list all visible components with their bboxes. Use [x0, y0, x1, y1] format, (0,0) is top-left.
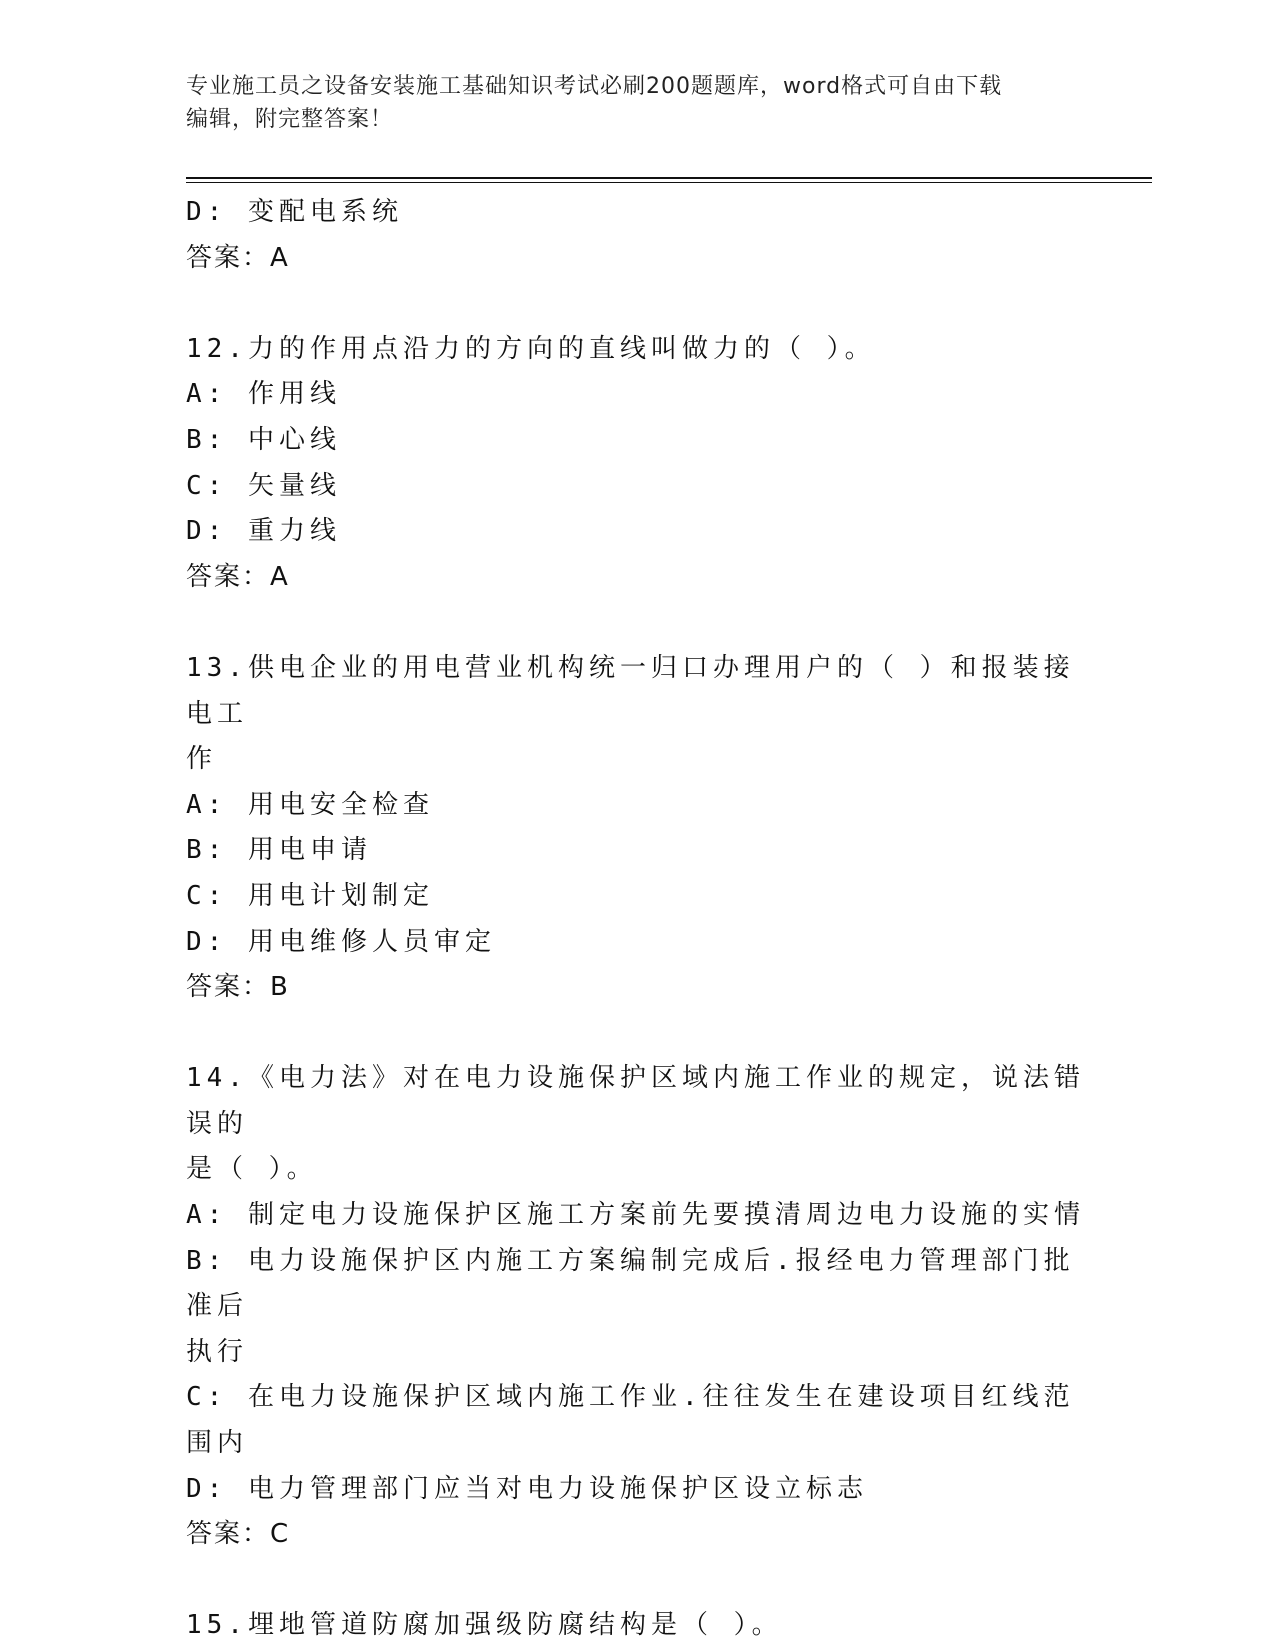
q14-stem-line1: 14.《电力法》对在电力设施保护区域内施工作业的规定，说法错误的 — [186, 1063, 1085, 1139]
q12-option-b: B: 中心线 — [186, 424, 341, 455]
document-header — [186, 70, 1066, 136]
q14-option-c: C: 在电力设施保护区域内施工作业.往往发生在建设项目红线范围内 — [186, 1382, 1075, 1459]
q14-option-b-line1: B: 电力设施保护区内施工方案编制完成后.报经电力管理部门批准后 — [186, 1245, 1075, 1322]
q12-option-c: C: 矢量线 — [186, 470, 341, 501]
q12-stem: 12.力的作用点沿力的方向的直线叫做力的（ ）。 — [186, 333, 876, 364]
q14-option-a: A: 制定电力设施保护区施工方案前先要摸清周边电力设施的实情 — [186, 1200, 1085, 1231]
header-divider-thin — [186, 182, 1152, 183]
q13-option-b: B: 用电申请 — [186, 835, 372, 866]
q14-answer: 答案：C — [186, 1519, 291, 1550]
q13-option-c: C: 用电计划制定 — [186, 880, 434, 911]
q12-option-d: D: 重力线 — [186, 516, 341, 547]
q13-stem-line2: 作 — [186, 744, 218, 775]
q14-option-d: D: 电力管理部门应当对电力设施保护区设立标志 — [186, 1473, 868, 1504]
spacer — [186, 281, 1086, 327]
header-divider-thick — [186, 177, 1152, 179]
q12-option-a: A: 作用线 — [186, 379, 341, 410]
spacer — [186, 600, 1086, 646]
q13-option-a: A: 用电安全检查 — [186, 789, 434, 820]
spacer — [186, 1558, 1086, 1604]
q13-answer: 答案：B — [186, 972, 290, 1003]
q12-answer: 答案：A — [186, 561, 290, 592]
prev-answer: 答案：A — [186, 242, 290, 273]
q13-stem-line1: 13.供电企业的用电营业机构统一归口办理用户的（ ）和报装接电工 — [186, 652, 1075, 729]
q13-option-d: D: 用电维修人员审定 — [186, 926, 496, 957]
q15-stem: 15.埋地管道防腐加强级防腐结构是（ ）。 — [186, 1610, 783, 1641]
q14-option-b-line2: 执行 — [186, 1336, 249, 1367]
spacer — [186, 1011, 1086, 1057]
header-title-line1: 专业施工员之设备安装施工基础知识考试必刷200题题库，word格式可自由下载 — [186, 74, 1003, 99]
prev-option-d: D: 变配电系统 — [186, 197, 403, 227]
q14-stem-line2: 是（ ）。 — [186, 1154, 318, 1185]
header-title-line2: 编辑，附完整答案！ — [186, 107, 394, 132]
question-list — [186, 190, 1086, 1649]
